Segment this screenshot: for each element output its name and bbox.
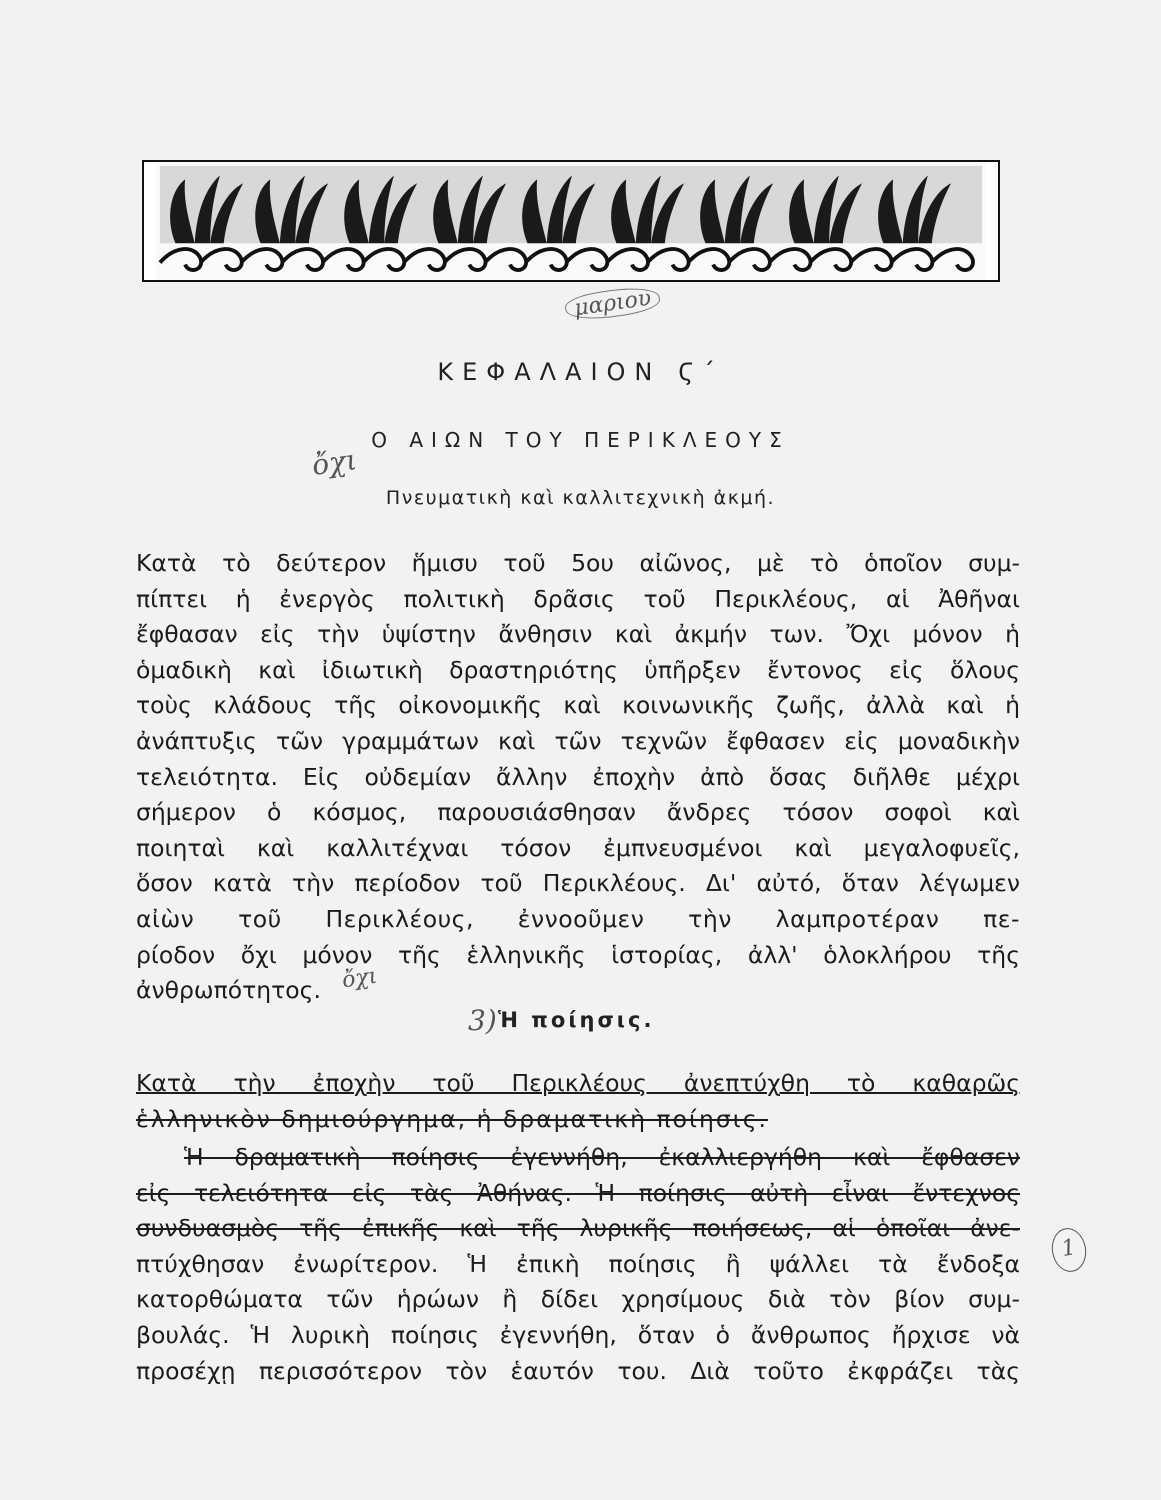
handwritten-side-note: ὄχι: [309, 443, 359, 482]
handwritten-inline-note: ὄχι: [340, 963, 379, 994]
text-line: ἑλληνικὸν δημιούργημα, ἡ δραματικὴ ποίησις.: [136, 1104, 768, 1133]
text-line: Κατὰ τὸ δεύτερον ἥμισυ τοῦ 5ου αἰῶνος, μὲ τὸ ὁποῖον συμ-: [136, 549, 1020, 577]
handwritten-top-note: μαριου: [564, 283, 662, 323]
text-line: προσέχῃ περισσότερον τὸν ἑαυτόν του. Διὰ τοῦτο ἐκφράζει τὰς: [136, 1356, 1020, 1385]
chapter-label: ΚΕΦΑΛΑΙΟΝ Ϛ΄: [437, 358, 724, 386]
text-line: ἔφθασαν εἰς τὴν ὑψίστην ἄνθησιν καὶ ἀκμήν των. Ὄχι μόνον ἡ: [136, 620, 1020, 649]
chapter-subtitle: Πνευματικὴ καὶ καλλιτεχνικὴ ἀκμή.: [385, 487, 776, 509]
text-line: ἀνάπτυξις τῶν γραμμάτων καὶ τῶν τεχνῶν ἔφθασεν εἰς μοναδικὴν: [136, 726, 1020, 755]
text-line: κατορθώματα τῶν ἡρώων ἢ δίδει χρησίμους διὰ τὸν βίον συμ-: [136, 1285, 1020, 1314]
text-line: ποιηταὶ καὶ καλλιτέχναι τόσον ἐμπνευσμένοι καὶ μεγαλοφυεῖς,: [136, 833, 1020, 862]
text-line: ὁμαδικὴ καὶ ἰδιωτικὴ δραστηριότης ὑπῆρξεν ἔντονος εἰς ὅλους: [136, 655, 1020, 684]
section-title: Ἡ ποίησις.: [498, 1008, 655, 1032]
text-line: βουλάς. Ἡ λυρικὴ ποίησις ἐγεννήθη, ὅταν ὁ ἄνθρωπος ἤρχισε νὰ: [136, 1320, 1020, 1349]
text-line: συνδυασμὸς τῆς ἐπικῆς καὶ τῆς λυρικῆς ποιήσεως, αἱ ὁποῖαι ἀνε-: [136, 1214, 1020, 1243]
text-line: πτύχθησαν ἐνωρίτερον. Ἡ ἐπικὴ ποίησις ἢ ψάλλει τὰ ἔνδοξα: [136, 1249, 1020, 1278]
text-line: τοὺς κλάδους τῆς οἰκονομικῆς καὶ κοινωνικῆς ζωῆς, ἀλλὰ καὶ ἡ: [136, 691, 1020, 720]
text-line: τελειότητα. Εἰς οὐδεμίαν ἄλλην ἐποχὴν ἀπὸ ὅσας διῆλθε μέχρι: [136, 762, 1020, 791]
handwritten-circled-number: 1: [1048, 1225, 1089, 1274]
text-line: σήμερον ὁ κόσμος, παρουσιάσθησαν ἄνδρες τόσον σοφοὶ καὶ: [136, 798, 1020, 827]
text-line: Ἡ δραματικὴ ποίησις ἐγεννήθη, ἐκαλλιεργήθη καὶ ἔφθασεν: [184, 1143, 1020, 1171]
text-line: αἰὼν τοῦ Περικλέους, ἐννοοῦμεν τὴν λαμπροτέραν πε-: [136, 904, 1020, 933]
text-line: ἀνθρωπότητος.: [136, 976, 321, 1005]
chapter-title: Ο ΑΙΩΝ ΤΟΥ ΠΕΡΙΚΛΕΟΥΣ: [371, 428, 790, 452]
palmette-frieze-ornament: [142, 160, 1000, 282]
text-line: Κατὰ τὴν ἐποχὴν τοῦ Περικλέους ἀνεπτύχθη τὸ καθαρῶς: [136, 1069, 1020, 1097]
paragraph-drama-origin: [136, 1066, 1020, 1137]
text-line: ρίοδον ὄχι μόνον τῆς ἑλληνικῆς ἱστορίας, ἀλλ' ὁλοκλήρου τῆς: [136, 940, 1020, 969]
paragraph-intro: [136, 546, 1020, 1009]
text-line: πίπτει ἡ ἐνεργὸς πολιτικὴ δρᾶσις τοῦ Περικλέους, αἱ Ἀθῆναι: [136, 584, 1020, 613]
paragraph-drama-description: [136, 1140, 1020, 1389]
text-line: ὅσον κατὰ τὴν περίοδον τοῦ Περικλέους. Δι' αὐτό, ὅταν λέγωμεν: [136, 869, 1020, 898]
palmette-frieze-icon: [144, 162, 998, 280]
text-line: εἰς τελειότητα εἰς τὰς Ἀθήνας. Ἡ ποίησις αὐτὴ εἶναι ἔντεχνος: [136, 1178, 1020, 1207]
handwritten-section-number: 3): [468, 1004, 497, 1037]
